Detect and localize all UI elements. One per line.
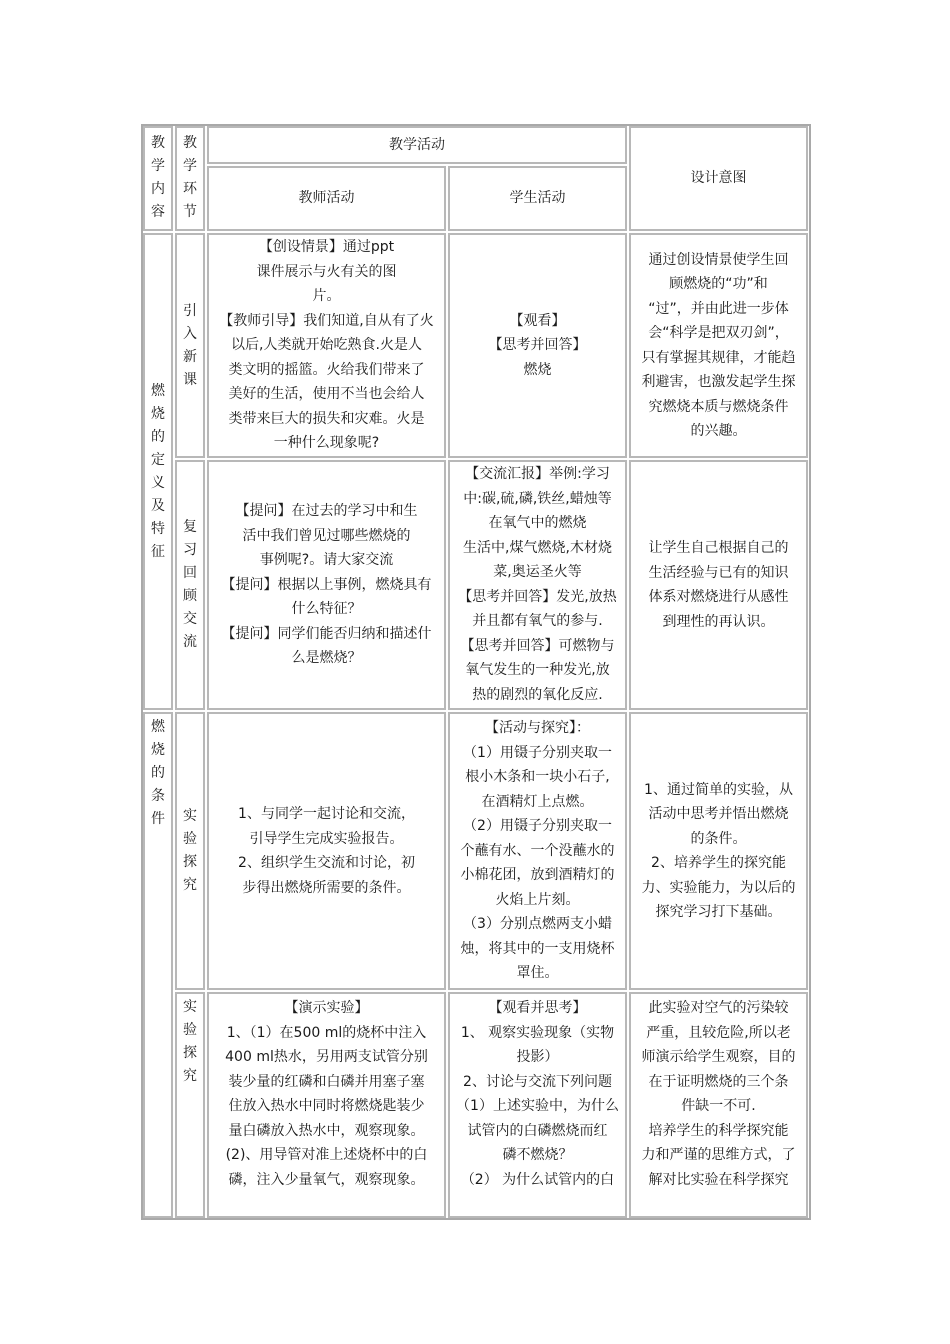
text-line: （2） 为什么试管内的白	[460, 1171, 615, 1188]
header-teaching-activity: 教学活动	[207, 126, 627, 164]
text-line: 【观看】	[509, 312, 566, 329]
section-content-char: 特	[151, 520, 165, 537]
text-line: 严重，且较危险,所以老	[646, 1024, 791, 1041]
text-line: 探究学习打下基础。	[655, 904, 782, 920]
design-intent-cell	[629, 712, 808, 990]
stage-char: 究	[183, 877, 197, 893]
stage-cell	[175, 712, 205, 990]
student-activity-cell	[448, 712, 627, 990]
text-line: 2、讨论与交流下列问题	[463, 1073, 612, 1090]
text-line: 一种什么现象呢?	[273, 435, 380, 451]
stage-char: 入	[183, 325, 197, 342]
section-content-char: 烧	[151, 405, 165, 422]
section-content-char: 的	[151, 765, 165, 781]
student-activity-cell	[448, 992, 627, 1218]
text-line: 装少量的红磷和白磷并用塞子塞	[228, 1073, 425, 1090]
header-student-activity: 学生活动	[448, 166, 627, 231]
teacher-activity-cell	[207, 992, 446, 1218]
section-content-text	[146, 380, 170, 564]
stage-char: 习	[183, 542, 197, 558]
section-content-text	[146, 716, 170, 831]
text-line: 到理性的再认识。	[662, 613, 775, 630]
text-line: 燃烧	[523, 361, 552, 378]
text-line: 住放入热水中同时将燃烧匙装少	[228, 1098, 425, 1114]
text-line: 以后,人类就开始吃熟食.火是人	[231, 337, 422, 353]
text-line: 【提问】同学们能否归纳和描述什	[221, 625, 432, 642]
stage-char: 实	[183, 808, 197, 824]
stage-cell	[175, 460, 205, 710]
text-line: 通过创设情景使学生回	[648, 251, 789, 268]
text-line: 美好的生活，使用不当也会给人	[228, 386, 425, 402]
design-intent-cell	[629, 992, 808, 1218]
stage-char: 探	[183, 1045, 197, 1061]
text-line: 件缺一不可.	[681, 1098, 756, 1114]
text-line: 只有掌握其规律，才能趋	[641, 349, 796, 366]
text-line: 的兴趣。	[690, 423, 747, 439]
text-line: 试管内的白磷燃烧而红	[467, 1122, 608, 1139]
text-line: 投影）	[516, 1049, 559, 1065]
text-line: 引导学生完成实验报告。	[249, 830, 404, 847]
header-teaching-stage: 教 学 环 节	[175, 126, 205, 231]
text-line: 活中我们曾见过哪些燃烧的	[242, 527, 411, 544]
text-line: 会“科学是把双刃剑”，	[648, 325, 789, 341]
section-content-char: 燃	[151, 719, 165, 735]
text-line: 课件展示与火有关的图	[256, 263, 397, 280]
text-line: 根小木条和一块小石子,	[465, 769, 610, 785]
stage-char: 引	[183, 302, 197, 319]
stage-char: 交	[183, 611, 197, 627]
text-line: 1、与同学一起讨论和交流，	[238, 806, 415, 822]
text-line: 片。	[312, 288, 341, 304]
text-line: 2、培养学生的探究能	[651, 855, 786, 871]
section-content-char: 条	[151, 788, 165, 804]
text-line: 【演示实验】	[284, 1000, 369, 1016]
section-content-char: 的	[151, 428, 165, 445]
text-line: 【提问】在过去的学习中和生	[235, 503, 418, 520]
text-line: 活动中思考并悟出燃烧	[648, 806, 789, 822]
section-content-char: 及	[151, 497, 165, 514]
text-line: 【思考并回答】可燃物与	[460, 637, 615, 654]
text-line: 磷不燃烧？	[502, 1147, 573, 1163]
stage-char: 实	[183, 999, 197, 1015]
teacher-activity-cell	[207, 233, 446, 458]
text-line: 体系对燃烧进行从感性	[648, 589, 789, 605]
text-line: 么是燃烧？	[291, 650, 362, 667]
text-line: 在于证明燃烧的三个条	[648, 1073, 789, 1090]
text-line: 【活动与探究】：	[485, 720, 590, 736]
text-line: 热的剧烈的氧化反应.	[472, 686, 603, 703]
text-line: 菜,奥运圣火等	[493, 564, 582, 580]
text-line: “过”，并由此进一步体	[648, 300, 789, 317]
stage-char: 究	[183, 1068, 197, 1084]
text-line: （3）分别点燃两支小蜡	[463, 916, 612, 932]
text-line: （1）上述实验中，为什么	[456, 1098, 619, 1114]
text-line: 究燃烧本质与燃烧条件	[648, 398, 789, 415]
stage-char: 验	[183, 1022, 197, 1038]
text-line: 类文明的摇篮。火给我们带来了	[228, 361, 425, 378]
stage-char: 复	[183, 519, 197, 535]
text-line: 1、通过简单的实验，从	[644, 781, 793, 798]
section-content-char: 义	[151, 474, 165, 491]
text-line: 师演示给学生观察，目的	[641, 1049, 796, 1065]
text-line: 2、组织学生交流和讨论，初	[238, 855, 415, 871]
section-content-cell	[143, 233, 173, 710]
text-line: 个蘸有水、一个没蘸水的	[460, 842, 615, 859]
text-line: 力、实验能力，为以后的	[641, 879, 796, 896]
text-line: 400 ml热水，另用两支试管分别	[225, 1049, 428, 1065]
text-line: 【观看并思考】	[488, 1000, 587, 1016]
text-line: 在氧气中的燃烧	[488, 515, 587, 531]
design-intent-cell	[629, 233, 808, 458]
teacher-activity-cell	[207, 460, 446, 710]
text-line: 培养学生的科学探究能	[648, 1122, 789, 1139]
section-content-char: 燃	[151, 382, 165, 399]
stage-char: 流	[183, 634, 197, 650]
text-line: (2)、用导管对准上述烧杯中的白	[225, 1147, 428, 1163]
text-line: 氧气发生的一种发光,放	[465, 662, 610, 678]
text-line: 此实验对空气的污染较	[648, 1000, 789, 1016]
stage-char: 回	[183, 565, 197, 581]
stage-char: 新	[183, 348, 197, 365]
stage-char: 课	[183, 371, 197, 388]
text-line: 解对比实验在科学探究	[648, 1171, 789, 1188]
text-line: 1、 观察实验现象（实物	[460, 1024, 615, 1041]
text-line: 并且都有氧气的参与.	[472, 613, 603, 629]
text-line: 【教师引导】我们知道,自从有了火	[219, 312, 434, 329]
text-line: 【思考并回答】	[488, 337, 587, 354]
section-content-char: 烧	[151, 742, 165, 758]
text-line: 【创设情景】通过ppt	[258, 239, 395, 255]
text-line: 事例呢?。请大家交流	[259, 552, 394, 569]
stage-char: 验	[183, 831, 197, 847]
stage-cell	[175, 992, 205, 1218]
section-content-char: 定	[151, 451, 165, 468]
student-activity-cell	[448, 460, 627, 710]
text-line: 烛，将其中的一支用烧杯	[460, 940, 615, 957]
header-design-intent: 设计意图	[629, 126, 808, 231]
student-activity-cell	[448, 233, 627, 458]
stage-cell	[175, 233, 205, 458]
text-line: 的条件。	[690, 830, 747, 847]
text-line: （1）用镊子分别夹取一	[463, 744, 612, 761]
stage-char: 顾	[183, 588, 197, 604]
text-line: 中:碳,硫,磷,铁丝,蜡烛等	[463, 490, 612, 507]
text-line: 小棉花团，放到酒精灯的	[460, 867, 615, 883]
teacher-activity-cell	[207, 712, 446, 990]
text-line: 生活中,煤气燃烧,木材烧	[463, 539, 612, 556]
text-line: 【提问】根据以上事例，燃烧具有	[221, 576, 432, 593]
text-line: 让学生自己根据自己的	[648, 540, 789, 556]
text-line: 【思考并回答】发光,放热	[458, 588, 617, 605]
text-line: 顾燃烧的“功”和	[669, 276, 768, 292]
text-line: 类带来巨大的损失和灾难。火是	[228, 410, 425, 427]
section-content-char: 征	[151, 543, 165, 560]
text-line: 罩住。	[516, 965, 559, 981]
header-teacher-activity: 教师活动	[207, 166, 446, 231]
text-line: 力和严谨的思维方式，了	[641, 1147, 796, 1163]
text-line: 什么特征？	[291, 601, 362, 618]
text-line: 【交流汇报】举例:学习	[465, 466, 610, 482]
design-intent-cell	[629, 460, 808, 710]
text-line: 量白磷放入热水中，观察现象。	[228, 1122, 425, 1139]
header-teaching-content: 教 学 内 容	[143, 126, 173, 231]
text-line: （2）用镊子分别夹取一	[463, 818, 612, 834]
text-line: 步得出燃烧所需要的条件。	[242, 879, 411, 896]
stage-char: 探	[183, 854, 197, 870]
text-line: 1、（1）在500 ml的烧杯中注入	[226, 1024, 427, 1041]
text-line: 利避害，也激发起学生探	[641, 374, 796, 390]
section-content-char: 件	[151, 811, 165, 827]
text-line: 生活经验与已有的知识	[648, 564, 789, 581]
section-content-cell	[143, 712, 173, 1218]
text-line: 火焰上片刻。	[495, 891, 580, 908]
text-line: 磷，注入少量氧气，观察现象。	[228, 1171, 425, 1188]
text-line: 在酒精灯上点燃。	[481, 793, 594, 810]
